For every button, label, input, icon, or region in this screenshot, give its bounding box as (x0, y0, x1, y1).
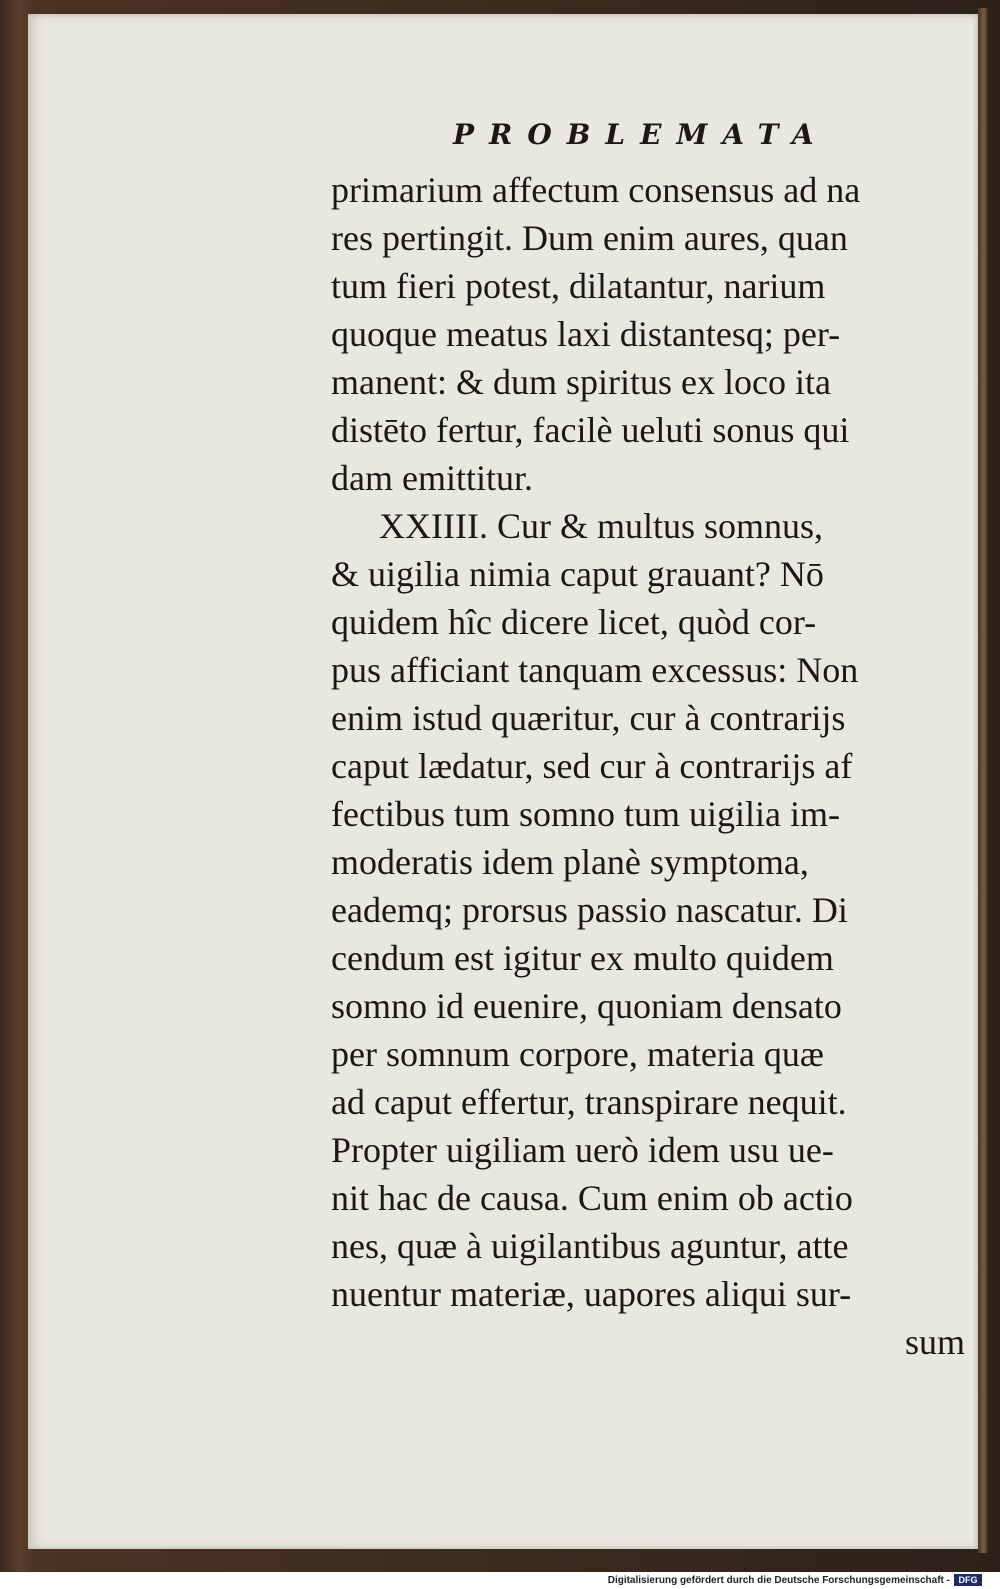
text-line: res pertingit. Dum enim aures, quan (331, 218, 848, 258)
text-line: caput lædatur, sed cur à contrarijs af (331, 746, 853, 786)
text-line: quidem hîc dicere licet, quòd cor- (331, 602, 817, 642)
book-page (28, 14, 978, 1549)
section-heading-line: XXIIII. Cur & multus somnus, (379, 506, 823, 546)
text-line: nes, quæ à uigilantibus aguntur, atte (331, 1226, 849, 1266)
text-line: moderatis idem planè symptoma, (331, 842, 809, 882)
text-line: & uigilia nimia caput grauant? Nō (331, 554, 824, 594)
footer-bar (0, 1572, 1000, 1589)
text-line: Propter uigiliam uerò idem usu ue- (331, 1130, 834, 1170)
running-head: PROBLEMATA (453, 118, 829, 151)
text-line: enim istud quæritur, cur à contrarijs (331, 698, 846, 738)
text-line: pus afficiant tanquam excessus: Non (331, 650, 859, 690)
text-line: fectibus tum somno tum uigilia im- (331, 794, 840, 834)
text-line: cendum est igitur ex multo quidem (331, 938, 834, 978)
dfg-logo-icon: DFG (954, 1574, 982, 1586)
text-block (331, 166, 991, 1366)
text-line: ad caput effertur, transpirare nequit. (331, 1082, 847, 1122)
text-line: tum fieri potest, dilatantur, narium (331, 266, 826, 306)
text-line: nuentur materiæ, uapores aliqui sur- (331, 1274, 852, 1314)
text-line: primarium affectum consensus ad na (331, 170, 861, 210)
text-line: distēto fertur, facilè ueluti sonus qui (331, 410, 850, 450)
funding-credit: Digitalisierung gefördert durch die Deutsche Forschungsgemeinschaft - (607, 1575, 950, 1586)
text-line: somno id euenire, quoniam densato (331, 986, 842, 1026)
text-line: nit hac de causa. Cum enim ob actio (331, 1178, 853, 1218)
catchword: sum (904, 1322, 965, 1362)
text-line: manent: & dum spiritus ex loco ita (331, 362, 831, 402)
text-line: per somnum corpore, materia quæ (331, 1034, 824, 1074)
text-line: dam emittitur. (331, 458, 533, 498)
text-line: quoque meatus laxi distantesq; per- (331, 314, 841, 354)
text-line: eademq; prorsus passio nascatur. Di (331, 890, 848, 930)
